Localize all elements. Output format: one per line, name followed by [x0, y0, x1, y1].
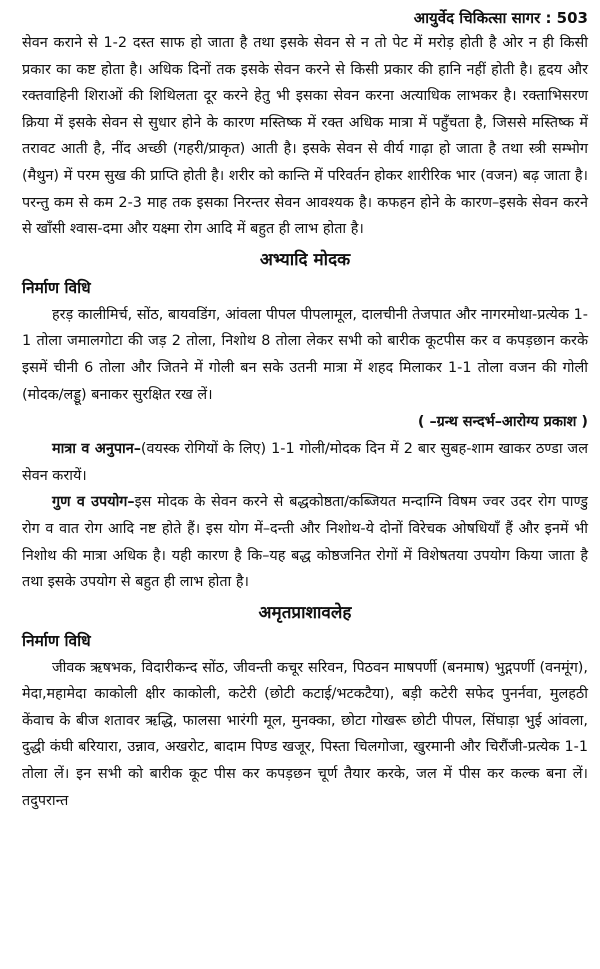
section-amritprashavaleh	[22, 598, 588, 815]
section-subheading: निर्माण विधि	[22, 631, 91, 650]
uses-paragraph	[22, 489, 588, 595]
running-header: आयुर्वेद चिकित्सा सागर : 503	[413, 9, 588, 27]
continuation-paragraph: सेवन कराने से 1-2 दस्त साफ हो जाता है तथा इसके सेवन से न तो पेट में मरोड़ होती है ओर न ही किसी प्रकार का कष्ट होता है। अधिक दिनों तक इसके सेवन करने से किसी प्रकार की हानि नहीं होती है। हृदय और रक्तवाहिनी शिराओं की शिथिलता दूर करने हेतु भी इसका सेवन करना अत्याधिक लाभकर है। रक्ताभिसरण क्रिया में इसके सेवन से सुधार होने के कारण मस्तिष्क में रक्त अधिक मात्रा में पहुँचता है, जिससे मस्तिष्क में तरावट आती है, नींद अच्छी (गहरी/प्राकृत) आती है। इसके सेवन से वीर्य गाढ़ा हो जाता है तथा स्त्री सम्भोग (मैथुन) में परम सुख की प्राप्ति होती है। शरीर को कान्ति में परिवर्तन होकर शारीरिक भार (वजन) बढ़ जाता है। परन्तु कम से कम 2-3 माह तक इसका निरन्तर सेवन आवश्यक है। कफहन होने के कारण–इसके सेवन करने से खाँसी श्वास-दमा और यक्ष्मा रोग आदि में बहुत ही लाभ होता है।	[22, 35, 588, 238]
uses-label: गुण व उपयोग–	[52, 494, 135, 511]
dosage-label: मात्रा व अनुपान–	[52, 441, 141, 458]
section-title: अभ्यादि मोदक	[259, 249, 351, 270]
section-subheading: निर्माण विधि	[22, 278, 91, 297]
dosage-paragraph	[22, 436, 588, 489]
uses-text: इस मोदक के सेवन करने से बद्धकोष्ठता/कब्जियत मन्दाग्नि विषम ज्वर उदर रोग पाण्डु रोग व वात रोग आदि नष्ट होते हैं। इस योग में–दन्ती और निशोथ-ये दोनों विरेचक ओषधियाँ हैं और इनमें भी निशोथ की मात्रा अधिक है। यही कारण है कि–यह बद्ध कोष्ठजनित रोगों में विशेषतया उपयोग किया जाता है तथा इसके उपयोग से बहुत ही लाभ होता है।	[22, 494, 588, 591]
reference-citation: ( –ग्रन्थ सन्दर्भ–आरोग्य प्रकाश )	[417, 414, 588, 431]
section-abhyadi-modak	[22, 245, 588, 596]
section-title: अमृतप्राशावलेह	[258, 602, 352, 623]
dosage-text: (वयस्क रोगियों के लिए) 1-1 गोली/मोदक दिन में 2 बार सुबह-शाम खाकर ठण्डा जल सेवन करायें।	[22, 441, 588, 484]
preparation-paragraph: जीवक ऋषभक, विदारीकन्द सोंठ, जीवन्ती कचूर सरिवन, पिठवन माषपर्णी (बनमाष) भुद्गपर्णी (वनमूंग), मेदा,महामेदा काकोली क्षीर काकोली, कटेरी (छोटी कटाई/भटकटैया), बड़ी कटेरी सफेद पुनर्नवा, मुलहठी केंवाच के बीज शतावर ऋद्धि, फालसा भारंगी मूल, मुनक्का, छोटा गोखरू छोटी पीपल, सिंघाड़ा भुई आंवला, दुद्धी कंघी बरियारा, उन्नाव, अखरोट, बादाम पिण्ड खजूर, पिस्ता चिलगोजा, खुरमानी और चिरौंजी-प्रत्येक 1-1 तोला लें। इन सभी को बारीक कूट पीस कर कपड़छन चूर्ण तैयार करके, जल में पीस कर कल्क बना लें। तदुपरान्त	[22, 659, 588, 809]
preparation-paragraph: हरड़ कालीमिर्च, सोंठ, बायवडिंग, आंवला पीपल पीपलामूल, दालचीनी तेजपात और नागरमोथा-प्रत्येक 1-1 तोला जमालगोटा की जड़ 2 तोला, निशोथ 8 तोला लेकर सभी को बारीक कूटपीस कर व कपड़छान करके इसमें चीनी 6 तोला और जितने में गोली बन सके उतनी मात्रा में शहद मिलाकर 1-1 तोला वजन की गोली (मोदक/लड्डू) बनाकर सुरक्षित रख लें।	[22, 306, 588, 403]
